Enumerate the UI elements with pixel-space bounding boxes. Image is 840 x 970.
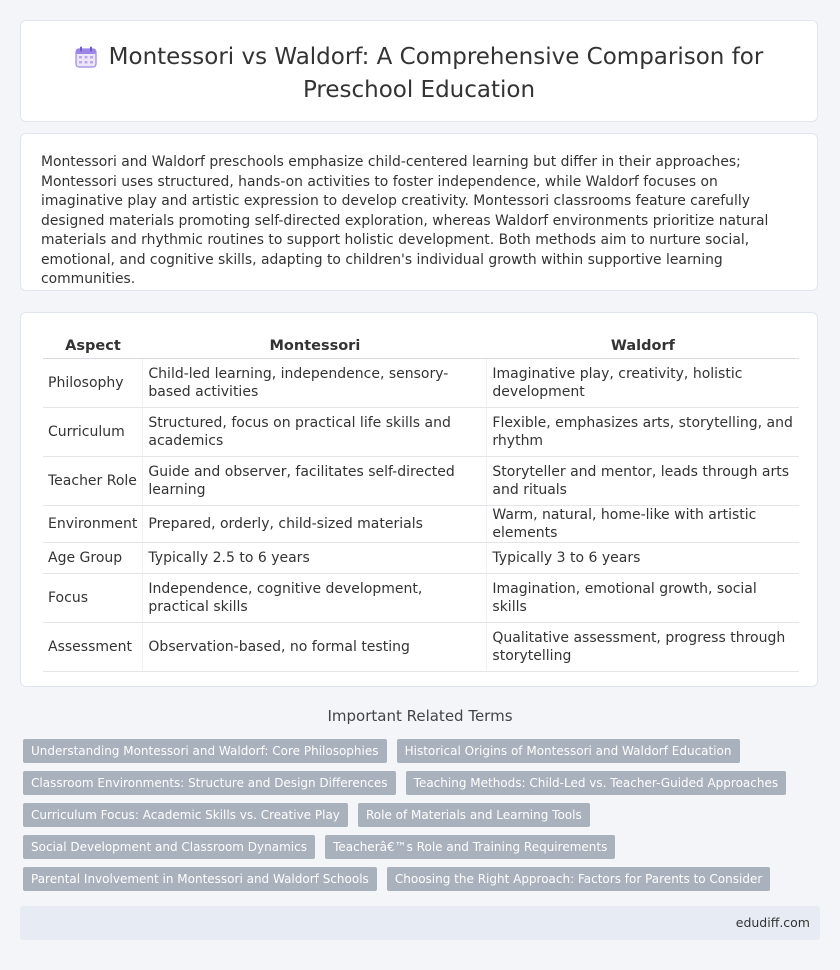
cell-aspect: Environment — [43, 506, 143, 543]
table-header-row — [43, 334, 799, 359]
related-terms-title: Important Related Terms — [327, 707, 513, 725]
cell-waldorf: Flexible, emphasizes arts, storytelling, and rhythm — [487, 408, 799, 457]
related-term-tag[interactable]: Role of Materials and Learning Tools — [358, 803, 590, 827]
summary-text: Montessori and Waldorf preschools emphasize child-centered learning but differ in their approaches; Montessori uses structured, hands-on activities to foster independence, while Waldorf focuses on imaginative play and artistic expression to develop creativity. Montessori classrooms feature carefully designed materials promoting self-directed exploration, whereas Waldorf environments prioritize natural materials and rhythmic routines to support holistic development. Both methods aim to nurture social, emotional, and cognitive skills, adapting to children's individual growth within supportive learning communities. — [41, 154, 769, 287]
calendar-icon — [75, 46, 97, 76]
cell-montessori: Observation-based, no formal testing — [143, 623, 487, 672]
related-term-tag[interactable]: Curriculum Focus: Academic Skills vs. Creative Play — [23, 803, 348, 827]
table-row — [43, 574, 799, 623]
cell-montessori: Prepared, orderly, child-sized materials — [143, 506, 487, 543]
cell-montessori: Structured, focus on practical life skills and academics — [143, 408, 487, 457]
summary-card — [20, 133, 818, 291]
cell-waldorf: Qualitative assessment, progress through storytelling — [487, 623, 799, 672]
cell-aspect: Philosophy — [43, 359, 143, 408]
related-terms-list — [23, 739, 813, 899]
table-row — [43, 506, 799, 543]
table-row — [43, 408, 799, 457]
related-term-tag[interactable]: Choosing the Right Approach: Factors for Parents to Consider — [387, 867, 770, 891]
related-term-tag[interactable]: Teacherâ€™s Role and Training Requirements — [325, 835, 615, 859]
table-row — [43, 623, 799, 672]
cell-waldorf: Storyteller and mentor, leads through arts and rituals — [487, 457, 799, 506]
page-title-wrap — [21, 43, 817, 105]
related-term-tag[interactable]: Parental Involvement in Montessori and Waldorf Schools — [23, 867, 377, 891]
page-title: Montessori vs Waldorf: A Comprehensive Comparison for Preschool Education — [108, 44, 764, 103]
cell-waldorf: Typically 3 to 6 years — [487, 543, 799, 574]
cell-aspect: Curriculum — [43, 408, 143, 457]
footer — [20, 906, 820, 940]
related-term-tag[interactable]: Teaching Methods: Child-Led vs. Teacher-Guided Approaches — [406, 771, 786, 795]
table-row — [43, 359, 799, 408]
related-term-tag[interactable]: Classroom Environments: Structure and Design Differences — [23, 771, 396, 795]
cell-aspect: Teacher Role — [43, 457, 143, 506]
cell-montessori: Typically 2.5 to 6 years — [143, 543, 487, 574]
cell-aspect: Assessment — [43, 623, 143, 672]
comparison-table-card — [20, 312, 818, 687]
cell-montessori: Guide and observer, facilitates self-directed learning — [143, 457, 487, 506]
related-term-tag[interactable]: Social Development and Classroom Dynamics — [23, 835, 315, 859]
cell-aspect: Age Group — [43, 543, 143, 574]
related-term-tag[interactable]: Understanding Montessori and Waldorf: Core Philosophies — [23, 739, 387, 763]
header-aspect: Aspect — [43, 334, 143, 359]
cell-montessori: Independence, cognitive development, practical skills — [143, 574, 487, 623]
table-row — [43, 543, 799, 574]
comparison-table — [43, 334, 799, 672]
cell-aspect: Focus — [43, 574, 143, 623]
cell-montessori: Child-led learning, independence, sensory-based activities — [143, 359, 487, 408]
cell-waldorf: Warm, natural, home-like with artistic elements — [487, 506, 799, 543]
cell-waldorf: Imagination, emotional growth, social skills — [487, 574, 799, 623]
header-waldorf: Waldorf — [487, 334, 799, 359]
title-card — [20, 20, 818, 122]
header-montessori: Montessori — [143, 334, 487, 359]
table-row — [43, 457, 799, 506]
cell-waldorf: Imaginative play, creativity, holistic development — [487, 359, 799, 408]
footer-site-link[interactable]: edudiff.com — [735, 915, 810, 930]
related-term-tag[interactable]: Historical Origins of Montessori and Waldorf Education — [397, 739, 740, 763]
